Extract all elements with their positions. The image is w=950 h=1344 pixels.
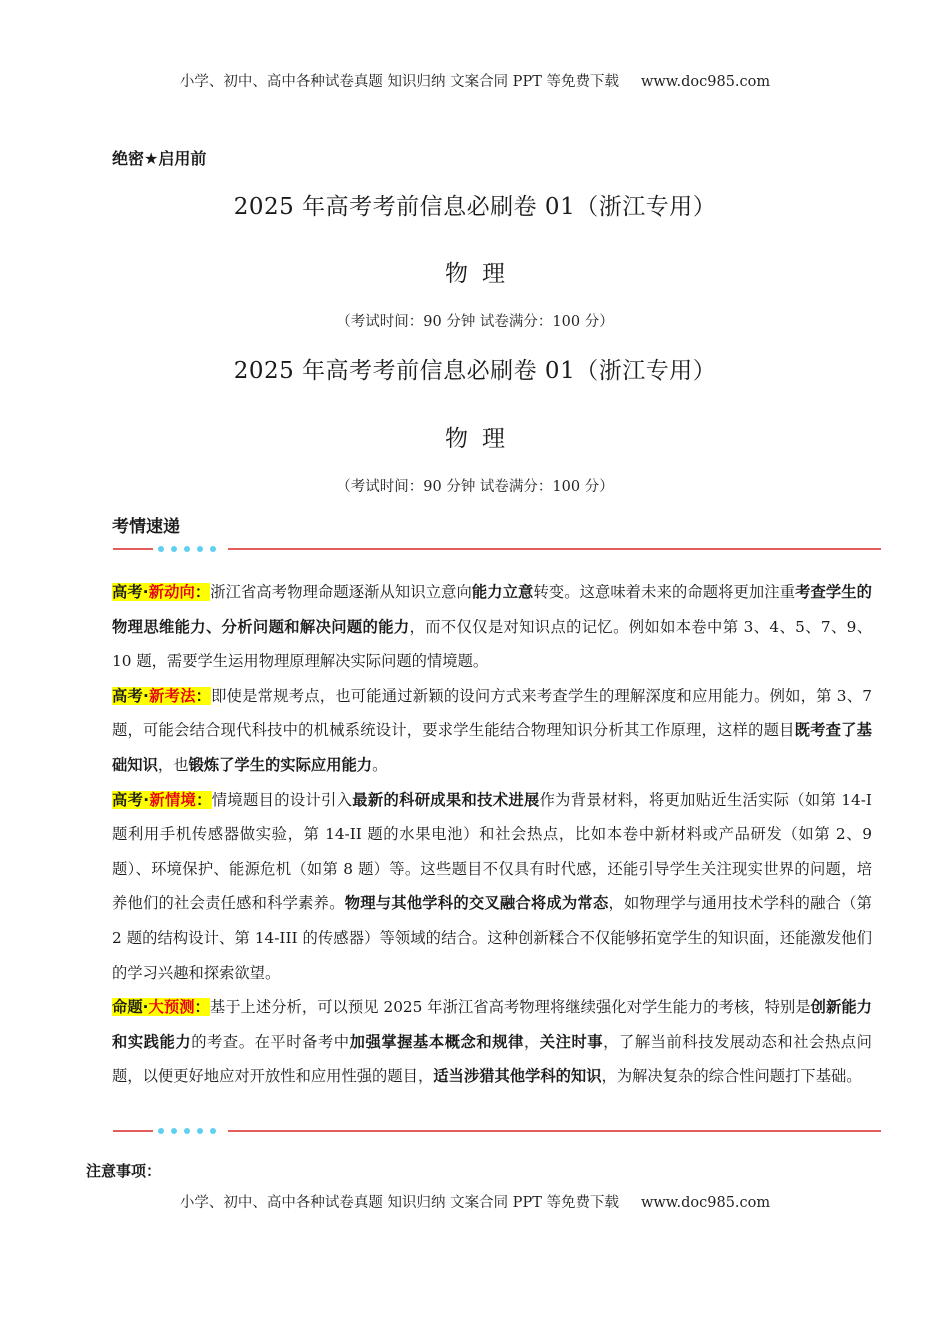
section-content <box>112 575 872 1094</box>
paragraph-new-context: 高考·新情境：情境题目的设计引入最新的科研成果和技术进展作为背景材料，将更加贴近生活实际（如第 14-I 题利用手机传感器做实验，第 14-II 题的水果电池）和社会热点，比如本卷中新材料或产品研发（如第 2、9 题）、环境保护、能源危机（如第 8 题）等。这些题目不仅具有时代感，还能引导学生关注现实世界的问题，培养他们的社会责任感和科学素养。物理与其他学科的交叉融合将成为常态，如物理学与通用技术学科的融合（第 2 题的结构设计、第 14-III 的传感器）等领域的结合。这种创新糅合不仅能够拓宽学生的知识面，还能激发他们的学习兴趣和探索欲望。 <box>112 790 872 982</box>
section-divider-top <box>113 543 881 555</box>
secret-label: 绝密★启用前 <box>112 149 207 168</box>
notice-label: 注意事项： <box>86 1162 162 1180</box>
page-header <box>0 70 950 91</box>
tag-new-method: 高考·新考法： <box>112 686 212 705</box>
section-title: 考情速递 <box>112 517 180 537</box>
exam-title-duplicate: 2025 年高考考前信息必刷卷 01（浙江专用） <box>233 358 717 384</box>
exam-title: 2025 年高考考前信息必刷卷 01（浙江专用） <box>233 194 717 220</box>
footer-text: 小学、初中、高中各种试卷真题 知识归纳 文案合同 PPT 等免费下载 <box>179 1195 619 1211</box>
header-url[interactable]: www.doc985.com <box>640 74 771 90</box>
paragraph-new-direction: 高考·新动向：浙江省高考物理命题逐渐从知识立意向能力立意转变。这意味着未来的命题将更加注重考查学生的物理思维能力、分析问题和解决问题的能力，而不仅仅是对知识点的记忆。例如如本卷中第 3、4、5、7、9、10 题，需要学生运用物理原理解决实际问题的情境题。 <box>112 583 872 671</box>
exam-meta: （考试时间：90 分钟 试卷满分：100 分） <box>336 314 614 330</box>
paragraph-new-method: 高考·新考法：即使是常规考点，也可能通过新颖的设问方式来考查学生的理解深度和应用能力。例如，第 3、7 题，可能会结合现代科技中的机械系统设计，要求学生能结合物理知识分析其工作原理，这样的题目既考查了基础知识，也锻炼了学生的实际应用能力。 <box>112 686 872 774</box>
exam-meta-duplicate: （考试时间：90 分钟 试卷满分：100 分） <box>336 479 614 495</box>
tag-new-context: 高考·新情境： <box>112 790 212 809</box>
section-divider-bottom <box>113 1125 881 1137</box>
exam-subject: 物理 <box>445 261 519 287</box>
tag-prediction: 命题·大预测： <box>112 998 210 1017</box>
header-text: 小学、初中、高中各种试卷真题 知识归纳 文案合同 PPT 等免费下载 <box>179 74 619 90</box>
page-footer <box>0 1191 950 1212</box>
exam-subject-duplicate: 物理 <box>445 426 519 452</box>
paragraph-prediction: 命题·大预测：基于上述分析，可以预见 2025 年浙江省高考物理将继续强化对学生能力的考核，特别是创新能力和实践能力的考查。在平时备考中加强掌握基本概念和规律，关注时事，了解当前科技发展动态和社会热点问题，以便更好地应对开放性和应用性强的题目，适当涉猎其他学科的知识，为解决复杂的综合性问题打下基础。 <box>112 998 872 1086</box>
footer-url[interactable]: www.doc985.com <box>640 1195 771 1211</box>
tag-new-direction: 高考·新动向： <box>112 583 211 601</box>
